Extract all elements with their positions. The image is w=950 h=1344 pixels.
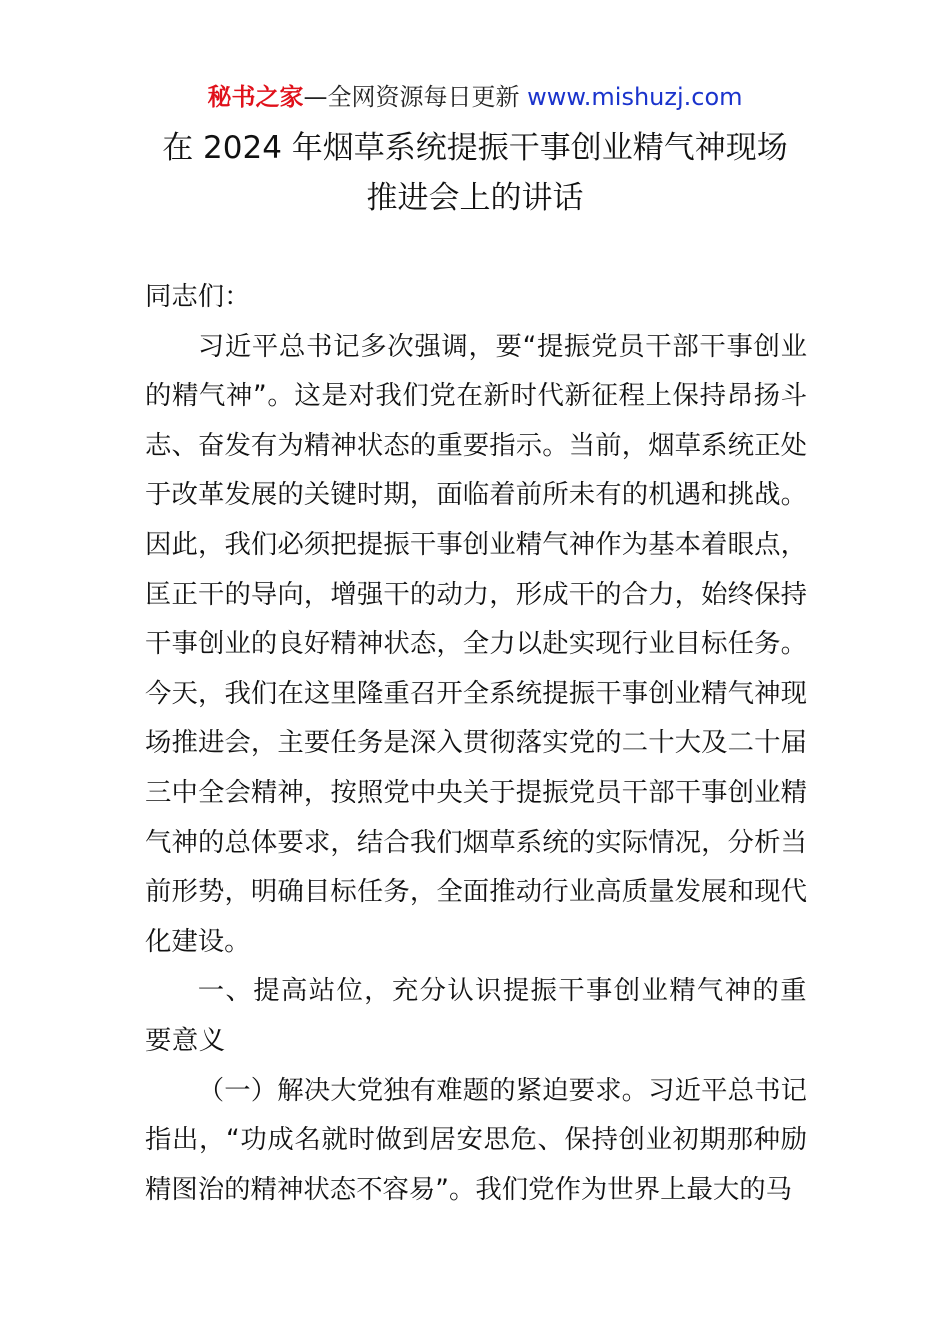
- paragraph-intro: 习近平总书记多次强调，要“提振党员干部干事创业的精气神”。这是对我们党在新时代新征程上保持昂扬斗志、奋发有为精神状态的重要指示。当前，烟草系统正处于改革发展的关键时期，面临着前所未有的机遇和挑战。因此，我们必须把提振干事创业精气神作为基本着眼点，匡正干的导向，增强干的动力，形成干的合力，始终保持干事创业的良好精神状态，全力以赴实现行业目标任务。今天，我们在这里隆重召开全系统提振干事创业精气神现场推进会，主要任务是深入贯彻落实党的二十大及二十届三中全会精神，按照党中央关于提振党员干部干事创业精气神的总体要求，结合我们烟草系统的实际情况，分析当前形势，明确目标任务，全面推动行业高质量发展和现代化建设。: [145, 330, 807, 957]
- section-heading-1: 一、提高站位，充分认识提振干事创业精气神的重要意义: [145, 975, 807, 1056]
- site-brand: 秘书之家: [207, 83, 304, 111]
- site-header: [0, 80, 950, 114]
- site-tagline: —全网资源每日更新: [303, 83, 528, 111]
- document-title-line-1: 在 2024 年烟草系统提振干事创业精气神现场: [162, 130, 788, 166]
- document-body: [145, 272, 807, 1214]
- salutation: 同志们：: [145, 281, 251, 312]
- paragraph-section-1-1: （一）解决大党独有难题的紧迫要求。习近平总书记指出，“功成名就时做到居安思危、保持创业初期那种励精图治的精神状态不容易”。我们党作为世界上最大的马: [145, 1074, 807, 1205]
- site-url[interactable]: www.mishuzj.com: [527, 83, 743, 111]
- document-title-line-2: 推进会上的讲话: [366, 180, 584, 216]
